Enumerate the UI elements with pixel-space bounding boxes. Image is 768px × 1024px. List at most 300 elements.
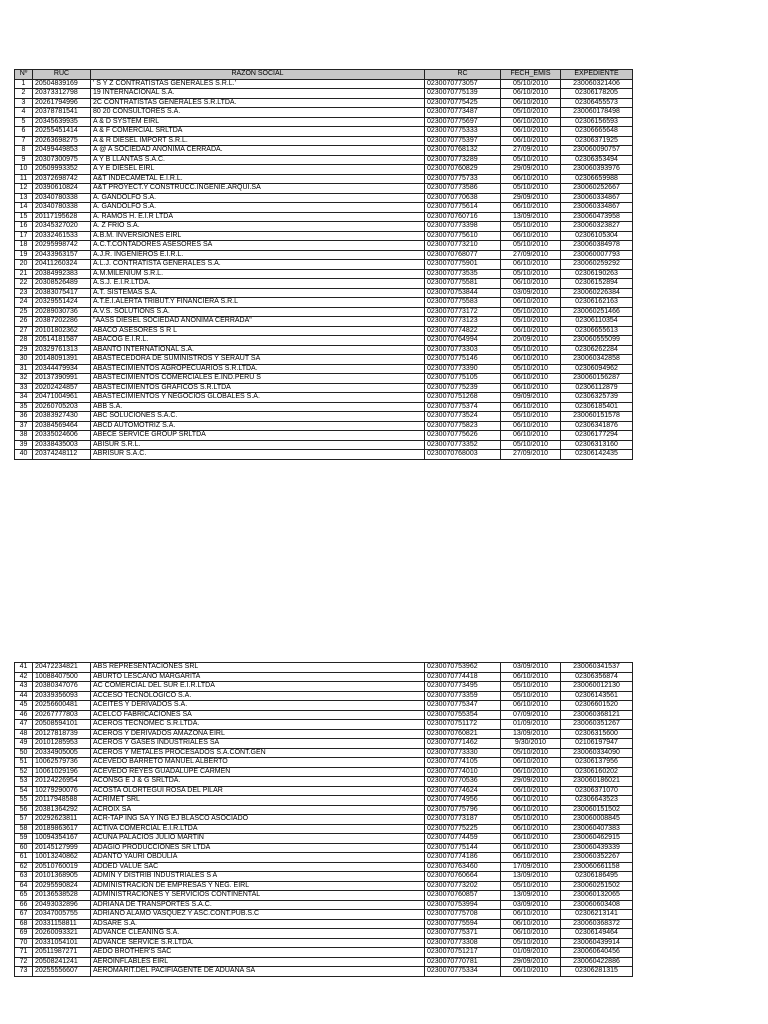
razon-social-cell: 19 INTERNACIONAL S.A. [91, 89, 425, 99]
table-row [15, 89, 633, 99]
rc-cell: 0230070773289 [425, 155, 501, 165]
row-number: 39 [15, 440, 33, 450]
ruc-cell: 20384992383 [33, 269, 91, 279]
ruc-cell: 10061029196 [33, 767, 91, 777]
ruc-cell: 20255451414 [33, 127, 91, 137]
razon-social-cell: ADMIN Y DISTRIB INDUSTRIALES S A [91, 872, 425, 882]
row-number: 30 [15, 355, 33, 365]
row-number: 38 [15, 431, 33, 441]
ruc-cell: 20127818739 [33, 729, 91, 739]
expediente-cell: 02306162163 [561, 298, 633, 308]
table-row [15, 317, 633, 327]
row-number: 2 [15, 89, 33, 99]
expediente-cell: 02306186495 [561, 872, 633, 882]
ruc-cell: 20510760019 [33, 862, 91, 872]
razon-social-cell: ACROIX SA [91, 805, 425, 815]
expediente-cell: 02306094962 [561, 364, 633, 374]
ruc-cell: 20380347076 [33, 682, 91, 692]
ruc-cell: 20202424857 [33, 383, 91, 393]
fech-emis-cell: 27/09/2010 [501, 450, 561, 460]
table-row [15, 260, 633, 270]
row-number: 33 [15, 383, 33, 393]
rc-cell: 0230070753994 [425, 900, 501, 910]
razon-social-cell: ' S Y Z CONTRATISTAS GENERALES S.R.L.' [91, 79, 425, 89]
fech-emis-cell: 9/30/2010 [501, 739, 561, 749]
expediente-cell: 02306110354 [561, 317, 633, 327]
expediente-cell: 02306160202 [561, 767, 633, 777]
row-number: 52 [15, 767, 33, 777]
razon-social-cell: ADDED VALUE SAC [91, 862, 425, 872]
row-number: 51 [15, 758, 33, 768]
fech-emis-cell: 06/10/2010 [501, 326, 561, 336]
table-header-row [15, 70, 633, 80]
rc-cell: 0230070755354 [425, 710, 501, 720]
table-row [15, 393, 633, 403]
rc-cell: 0230070774459 [425, 834, 501, 844]
table-row [15, 412, 633, 422]
table-row [15, 720, 633, 730]
razon-social-cell: ABASTECIMIENTOS GRAFICOS S.R.LTDA [91, 383, 425, 393]
rc-cell: 0230070775371 [425, 929, 501, 939]
expediente-cell: 02306353494 [561, 155, 633, 165]
fech-emis-cell: 29/09/2010 [501, 193, 561, 203]
rc-cell: 0230070773123 [425, 317, 501, 327]
rc-cell: 0230070775614 [425, 203, 501, 213]
rc-cell: 0230070775901 [425, 260, 501, 270]
table-row [15, 345, 633, 355]
rc-cell: 0230070774105 [425, 758, 501, 768]
razon-social-cell: A.B.M. INVERSIONES EIRL [91, 231, 425, 241]
fech-emis-cell: 05/10/2010 [501, 307, 561, 317]
expediente-cell: 02306601520 [561, 701, 633, 711]
table-row [15, 910, 633, 920]
expediente-cell: 02306356874 [561, 672, 633, 682]
row-number: 23 [15, 288, 33, 298]
table-row [15, 786, 633, 796]
rc-cell: 0230070773210 [425, 241, 501, 251]
table-row [15, 279, 633, 289]
expediente-cell: 230060368372 [561, 919, 633, 929]
table-row [15, 364, 633, 374]
rc-cell: 0230070774010 [425, 767, 501, 777]
expediente-cell: 02306655613 [561, 326, 633, 336]
row-number: 47 [15, 720, 33, 730]
expediente-cell: 02306643523 [561, 796, 633, 806]
razon-social-cell: ACEVEDO REYES GUADALUPE CARMEN [91, 767, 425, 777]
ruc-cell: 20308526489 [33, 279, 91, 289]
row-number: 41 [15, 663, 33, 673]
razon-social-cell: ACCESO TECNOLOGICO S.A. [91, 691, 425, 701]
razon-social-cell: ACRIMET SRL [91, 796, 425, 806]
row-number: 19 [15, 250, 33, 260]
expediente-cell: 02306105304 [561, 231, 633, 241]
expediente-cell: 02306371070 [561, 786, 633, 796]
row-number: 43 [15, 682, 33, 692]
row-number: 54 [15, 786, 33, 796]
expediente-cell: 230060151502 [561, 805, 633, 815]
fech-emis-cell: 06/10/2010 [501, 127, 561, 137]
table-row [15, 155, 633, 165]
ruc-cell: 20148091391 [33, 355, 91, 365]
rc-cell: 0230070771462 [425, 739, 501, 749]
fech-emis-cell: 13/09/2010 [501, 729, 561, 739]
rc-cell: 0230070760829 [425, 165, 501, 175]
expediente-cell: 02306262284 [561, 345, 633, 355]
row-number: 32 [15, 374, 33, 384]
expediente-cell: 230060151578 [561, 412, 633, 422]
ruc-cell: 20339356093 [33, 691, 91, 701]
fech-emis-cell: 06/10/2010 [501, 919, 561, 929]
rc-cell: 0230070773187 [425, 815, 501, 825]
table-body-2 [15, 663, 633, 977]
row-number: 16 [15, 222, 33, 232]
row-number: 60 [15, 843, 33, 853]
ruc-cell: 10094354167 [33, 834, 91, 844]
razon-social-cell: ACELCO FABRICACIONES SA [91, 710, 425, 720]
ruc-cell: 20292623811 [33, 815, 91, 825]
table-row [15, 796, 633, 806]
razon-social-cell: ADRIANO ALAMO VASQUEZ Y ASC.CONT.PUB.S.C [91, 910, 425, 920]
row-number: 24 [15, 298, 33, 308]
rc-cell: 0230070775610 [425, 231, 501, 241]
rc-cell: 0230070775697 [425, 117, 501, 127]
row-number: 18 [15, 241, 33, 251]
razon-social-cell: ADMINISTRACION DE EMPRESAS Y NEG. EIRL [91, 881, 425, 891]
rc-cell: 0230070773586 [425, 184, 501, 194]
ruc-cell: 20101285953 [33, 739, 91, 749]
fech-emis-cell: 06/10/2010 [501, 767, 561, 777]
expediente-cell: 02306149464 [561, 929, 633, 939]
fech-emis-cell: 06/10/2010 [501, 853, 561, 863]
rc-cell: 0230070768003 [425, 450, 501, 460]
ruc-cell: 20295590824 [33, 881, 91, 891]
fech-emis-cell: 09/09/2010 [501, 393, 561, 403]
table-row [15, 421, 633, 431]
table-row [15, 872, 633, 882]
ruc-cell: 20504839169 [33, 79, 91, 89]
header-expediente: EXPEDIENTE [561, 70, 633, 80]
row-number: 48 [15, 729, 33, 739]
rc-cell: 0230070774418 [425, 672, 501, 682]
ruc-cell: 20335024606 [33, 431, 91, 441]
table-row [15, 672, 633, 682]
row-number: 27 [15, 326, 33, 336]
ruc-cell: 20101368905 [33, 872, 91, 882]
row-number: 63 [15, 872, 33, 882]
fech-emis-cell: 06/10/2010 [501, 136, 561, 146]
rc-cell: 0230070773202 [425, 881, 501, 891]
row-number: 8 [15, 146, 33, 156]
rc-cell: 0230070775796 [425, 805, 501, 815]
rc-cell: 0230070775146 [425, 355, 501, 365]
expediente-cell: 230060603408 [561, 900, 633, 910]
ruc-cell: 20189863617 [33, 824, 91, 834]
row-number: 73 [15, 967, 33, 977]
table-row [15, 269, 633, 279]
row-number: 26 [15, 317, 33, 327]
rc-cell: 0230070775708 [425, 910, 501, 920]
table-row [15, 222, 633, 232]
rc-cell: 0230070774822 [425, 326, 501, 336]
rc-cell: 0230070775334 [425, 967, 501, 977]
fech-emis-cell: 13/09/2010 [501, 891, 561, 901]
table-row [15, 298, 633, 308]
rc-cell: 0230070753962 [425, 663, 501, 673]
ruc-cell: 20508241241 [33, 957, 91, 967]
header-n: Nº [15, 70, 33, 80]
expediente-cell: 230060384978 [561, 241, 633, 251]
header-razon-social: RAZON SOCIAL [91, 70, 425, 80]
row-number: 4 [15, 108, 33, 118]
ruc-cell: 20344479934 [33, 364, 91, 374]
ruc-cell: 20256600481 [33, 701, 91, 711]
fech-emis-cell: 05/10/2010 [501, 815, 561, 825]
ruc-cell: 20390610824 [33, 184, 91, 194]
table-row [15, 758, 633, 768]
expediente-cell: 230060462915 [561, 834, 633, 844]
ruc-cell: 20472234821 [33, 663, 91, 673]
row-number: 22 [15, 279, 33, 289]
table-row [15, 805, 633, 815]
rc-cell: 0230070773495 [425, 682, 501, 692]
expediente-cell: 230060640456 [561, 948, 633, 958]
fech-emis-cell: 06/10/2010 [501, 231, 561, 241]
ruc-cell: 20511987271 [33, 948, 91, 958]
razon-social-cell: ABECE SERVICE GROUP SRLTDA [91, 431, 425, 441]
table-row [15, 241, 633, 251]
expediente-cell: 230060473958 [561, 212, 633, 222]
expediente-cell: 02306315600 [561, 729, 633, 739]
row-number: 50 [15, 748, 33, 758]
expediente-cell: 02306156593 [561, 117, 633, 127]
ruc-cell: 20261794996 [33, 98, 91, 108]
razon-social-cell: A.T. SISTEMAS S.A. [91, 288, 425, 298]
expediente-cell: 230060008845 [561, 815, 633, 825]
row-number: 69 [15, 929, 33, 939]
razon-social-cell: A & R DIESEL IMPORT S.R.L. [91, 136, 425, 146]
table-row [15, 212, 633, 222]
rc-cell: 0230070774956 [425, 796, 501, 806]
fech-emis-cell: 06/10/2010 [501, 260, 561, 270]
rc-cell: 0230070773352 [425, 440, 501, 450]
expediente-cell: 230060012130 [561, 682, 633, 692]
row-number: 42 [15, 672, 33, 682]
rc-cell: 0230070760857 [425, 891, 501, 901]
ruc-cell: 20334905005 [33, 748, 91, 758]
ruc-cell: 20433963157 [33, 250, 91, 260]
fech-emis-cell: 05/10/2010 [501, 364, 561, 374]
razon-social-cell: ABC SOLUCIONES S.A.C. [91, 412, 425, 422]
fech-emis-cell: 06/10/2010 [501, 805, 561, 815]
ruc-cell: 20136538528 [33, 891, 91, 901]
razon-social-cell: ACEROS Y DERIVADOS AMAZONA EIRL [91, 729, 425, 739]
rc-cell: 0230070768077 [425, 250, 501, 260]
ruc-cell: 20340780338 [33, 203, 91, 213]
razon-social-cell: A.V.S. SOLUTIONS S.A. [91, 307, 425, 317]
table-row [15, 967, 633, 977]
razon-social-cell: ADANTO YAURI OBDULIA [91, 853, 425, 863]
razon-social-cell: 2C CONTRATISTAS GENERALES S.R.LTDA. [91, 98, 425, 108]
ruc-cell: 20387202286 [33, 317, 91, 327]
row-number: 53 [15, 777, 33, 787]
rc-cell: 0230070775594 [425, 919, 501, 929]
fech-emis-cell: 06/10/2010 [501, 89, 561, 99]
fech-emis-cell: 06/10/2010 [501, 431, 561, 441]
ruc-cell: 10279290076 [33, 786, 91, 796]
rc-cell: 0230070770781 [425, 957, 501, 967]
fech-emis-cell: 03/09/2010 [501, 288, 561, 298]
fech-emis-cell: 01/09/2010 [501, 720, 561, 730]
rc-cell: 0230070773303 [425, 345, 501, 355]
razon-social-cell: ACEROS Y GASES INDUSTRIALES SA [91, 739, 425, 749]
expediente-cell: 230060555099 [561, 336, 633, 346]
expediente-cell: 230060661158 [561, 862, 633, 872]
row-number: 72 [15, 957, 33, 967]
rc-cell: 0230070773057 [425, 79, 501, 89]
rc-cell: 0230070775239 [425, 383, 501, 393]
ruc-cell: 20295998742 [33, 241, 91, 251]
ruc-cell: 20384569464 [33, 421, 91, 431]
table-row [15, 739, 633, 749]
expediente-cell: 230060323827 [561, 222, 633, 232]
fech-emis-cell: 27/09/2010 [501, 146, 561, 156]
ruc-cell: 20329761313 [33, 345, 91, 355]
row-number: 64 [15, 881, 33, 891]
expediente-cell: 230060178498 [561, 108, 633, 118]
row-number: 25 [15, 307, 33, 317]
table-row [15, 117, 633, 127]
rc-cell: 0230070775139 [425, 89, 501, 99]
rc-cell: 0230070773398 [425, 222, 501, 232]
rc-cell: 0230070775144 [425, 843, 501, 853]
razon-social-cell: A.M.MILENIUM S.R.L. [91, 269, 425, 279]
fech-emis-cell: 06/10/2010 [501, 174, 561, 184]
table-row [15, 383, 633, 393]
ruc-cell: 20137390991 [33, 374, 91, 384]
row-number: 6 [15, 127, 33, 137]
header-rc: RC [425, 70, 501, 80]
ruc-cell: 20381364292 [33, 805, 91, 815]
ruc-cell: 20263698275 [33, 136, 91, 146]
table-row [15, 748, 633, 758]
rc-cell: 0230070773172 [425, 307, 501, 317]
ruc-cell: 10013240862 [33, 853, 91, 863]
rc-cell: 0230070753844 [425, 288, 501, 298]
ruc-cell: 20332461533 [33, 231, 91, 241]
rc-cell: 0230070775347 [425, 701, 501, 711]
expediente-cell: 230060252667 [561, 184, 633, 194]
fech-emis-cell: 06/10/2010 [501, 834, 561, 844]
expediente-cell: 02306313160 [561, 440, 633, 450]
rc-cell: 0230070751217 [425, 948, 501, 958]
table-row [15, 193, 633, 203]
razon-social-cell: ADVANCE CLEANING S.A. [91, 929, 425, 939]
table-row [15, 777, 633, 787]
razon-social-cell: ABASTECIMIENTOS Y NEGOCIOS GLOBALES S.A. [91, 393, 425, 403]
ruc-cell: 20508594101 [33, 720, 91, 730]
table-row [15, 682, 633, 692]
rc-cell: 0230070775823 [425, 421, 501, 431]
expediente-cell: 02306665648 [561, 127, 633, 137]
ruc-cell: 20331054101 [33, 938, 91, 948]
table-row [15, 881, 633, 891]
rc-cell: 0230070773535 [425, 269, 501, 279]
razon-social-cell: A Y E DIESEL EIRL [91, 165, 425, 175]
table-row [15, 450, 633, 460]
row-number: 9 [15, 155, 33, 165]
expediente-cell: 230060251466 [561, 307, 633, 317]
ruc-cell: 20117195628 [33, 212, 91, 222]
row-number: 12 [15, 184, 33, 194]
razon-social-cell: A&T INDECAMETAL E.I.R.L. [91, 174, 425, 184]
table-row [15, 231, 633, 241]
table-row [15, 203, 633, 213]
table-row [15, 136, 633, 146]
ruc-cell: 20255556607 [33, 967, 91, 977]
expediente-cell: 230060186021 [561, 777, 633, 787]
rc-cell: 0230070773330 [425, 748, 501, 758]
table-row [15, 691, 633, 701]
expediente-cell: 02306213141 [561, 910, 633, 920]
ruc-cell: 20345327020 [33, 222, 91, 232]
razon-social-cell: ADMINISTRACIONES Y SERVICIOS CONTINENTAL [91, 891, 425, 901]
ruc-cell: 20347005755 [33, 910, 91, 920]
ruc-cell: 20372698742 [33, 174, 91, 184]
table-row [15, 663, 633, 673]
ruc-cell: 20514181587 [33, 336, 91, 346]
row-number: 34 [15, 393, 33, 403]
fech-emis-cell: 06/10/2010 [501, 355, 561, 365]
rc-cell: 0230070773359 [425, 691, 501, 701]
razon-social-cell: ADAGIO PRODUCCIONES SR LTDA [91, 843, 425, 853]
fech-emis-cell: 27/09/2010 [501, 250, 561, 260]
fech-emis-cell: 03/09/2010 [501, 900, 561, 910]
rc-cell: 0230070775225 [425, 824, 501, 834]
row-number: 37 [15, 421, 33, 431]
rc-cell: 0230070770536 [425, 777, 501, 787]
razon-social-cell: ABS REPRESENTACIONES SRL [91, 663, 425, 673]
row-number: 3 [15, 98, 33, 108]
table-row [15, 127, 633, 137]
fech-emis-cell: 05/10/2010 [501, 79, 561, 89]
expediente-cell: 02306185401 [561, 402, 633, 412]
rc-cell: 0230070774624 [425, 786, 501, 796]
row-number: 57 [15, 815, 33, 825]
fech-emis-cell: 05/10/2010 [501, 184, 561, 194]
razon-social-cell: ACONSG E J & G SRLTDA. [91, 777, 425, 787]
fech-emis-cell: 05/10/2010 [501, 691, 561, 701]
expediente-cell: 02306341876 [561, 421, 633, 431]
row-number: 67 [15, 910, 33, 920]
row-number: 35 [15, 402, 33, 412]
fech-emis-cell: 01/09/2010 [501, 948, 561, 958]
rc-cell: 0230070775333 [425, 127, 501, 137]
razon-social-cell: A @ A SOCIEDAD ANONIMA CERRADA. [91, 146, 425, 156]
table-row [15, 402, 633, 412]
ruc-cell: 20378781541 [33, 108, 91, 118]
razon-social-cell: ACTIVA COMERCIAL E.I.R.LTDA [91, 824, 425, 834]
expediente-cell: 02106197947 [561, 739, 633, 749]
expediente-cell: 02306190263 [561, 269, 633, 279]
expediente-cell: 230060439339 [561, 843, 633, 853]
razon-social-cell: A. RAMOS H. E.I.R LTDA [91, 212, 425, 222]
razon-social-cell: A&T PROYECT.Y CONSTRUCC.INGENIE.ARQUI.SA [91, 184, 425, 194]
razon-social-cell: ACEVEDO BARRETO MANUEL ALBERTO [91, 758, 425, 768]
expediente-cell: 230060132065 [561, 891, 633, 901]
rc-cell: 0230070775733 [425, 174, 501, 184]
expediente-cell: 02306325739 [561, 393, 633, 403]
row-number: 7 [15, 136, 33, 146]
